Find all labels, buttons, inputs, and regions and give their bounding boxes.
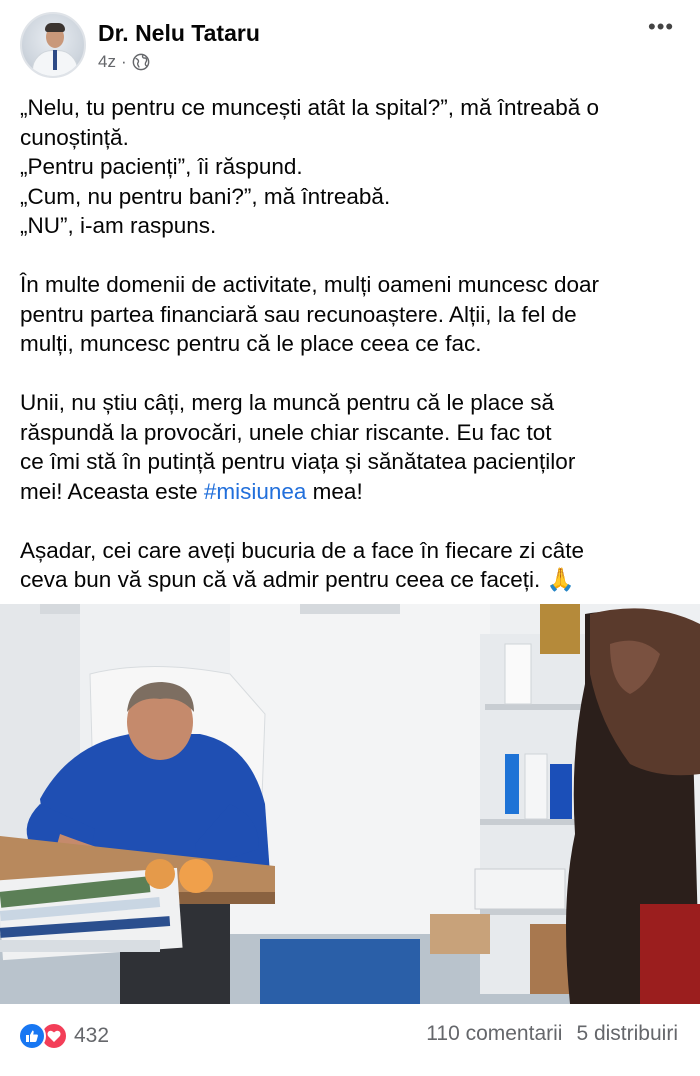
text-line: În multe domenii de activitate, mulți oameni muncesc doar xyxy=(20,272,600,297)
globe-icon xyxy=(132,53,150,71)
post-body xyxy=(20,93,685,595)
text-line: „Nelu, tu pentru ce muncești atât la spital?”, mă întreabă o xyxy=(20,95,600,120)
reaction-count: 432 xyxy=(74,1024,110,1047)
text-line: mulți, muncesc pentru că le place ceea ce fac. xyxy=(20,331,482,356)
text-line: „NU”, i-am raspuns. xyxy=(20,213,217,238)
text-line: Așadar, cei care aveți bucuria de a face în fiecare zi câte xyxy=(20,537,585,563)
praying-hands-emoji: 🙏 xyxy=(546,567,575,592)
text-line xyxy=(20,477,685,507)
author-avatar[interactable] xyxy=(20,12,86,78)
office-scene-image xyxy=(0,604,700,1004)
post-footer xyxy=(0,1010,700,1060)
post-time[interactable]: 4z xyxy=(98,52,116,71)
post-header xyxy=(0,0,700,90)
text-line xyxy=(20,565,685,595)
post-meta xyxy=(98,52,150,72)
mission-text-before: mei! Aceasta este xyxy=(20,478,204,504)
text-line: „Pentru pacienți”, îi răspund. xyxy=(20,154,303,179)
text-line: Unii, nu știu câți, merg la muncă pentru că le place să xyxy=(20,390,555,415)
text-line: ce îmi stă în putință pentru viața și sănătatea pacienților xyxy=(20,449,576,474)
more-options-button[interactable]: ••• xyxy=(648,14,675,39)
comments-count-link[interactable]: 110 comentarii xyxy=(426,1022,563,1045)
engagement-stats xyxy=(426,1022,678,1046)
like-icon xyxy=(18,1022,46,1050)
post-photo[interactable] xyxy=(0,604,700,1004)
meta-separator: · xyxy=(120,52,127,71)
shares-count-link[interactable]: 5 distribuiri xyxy=(576,1022,678,1045)
author-name[interactable]: Dr. Nelu Tataru xyxy=(98,20,260,46)
text-line: cunoștință. xyxy=(20,124,129,150)
text-line: răspundă la provocări, unele chiar riscante. Eu fac tot xyxy=(20,419,552,445)
text-line: pentru partea financiară sau recunoaștere. Alții, la fel de xyxy=(20,301,577,327)
text-line: „Cum, nu pentru bani?”, mă întreabă. xyxy=(20,183,391,209)
mission-text-after: mea! xyxy=(306,478,363,504)
closing-text: ceva bun vă spun că vă admir pentru ceea ce faceți. xyxy=(20,567,541,592)
reactions-summary[interactable] xyxy=(18,1022,109,1050)
hashtag-link[interactable]: #misiunea xyxy=(203,478,307,504)
